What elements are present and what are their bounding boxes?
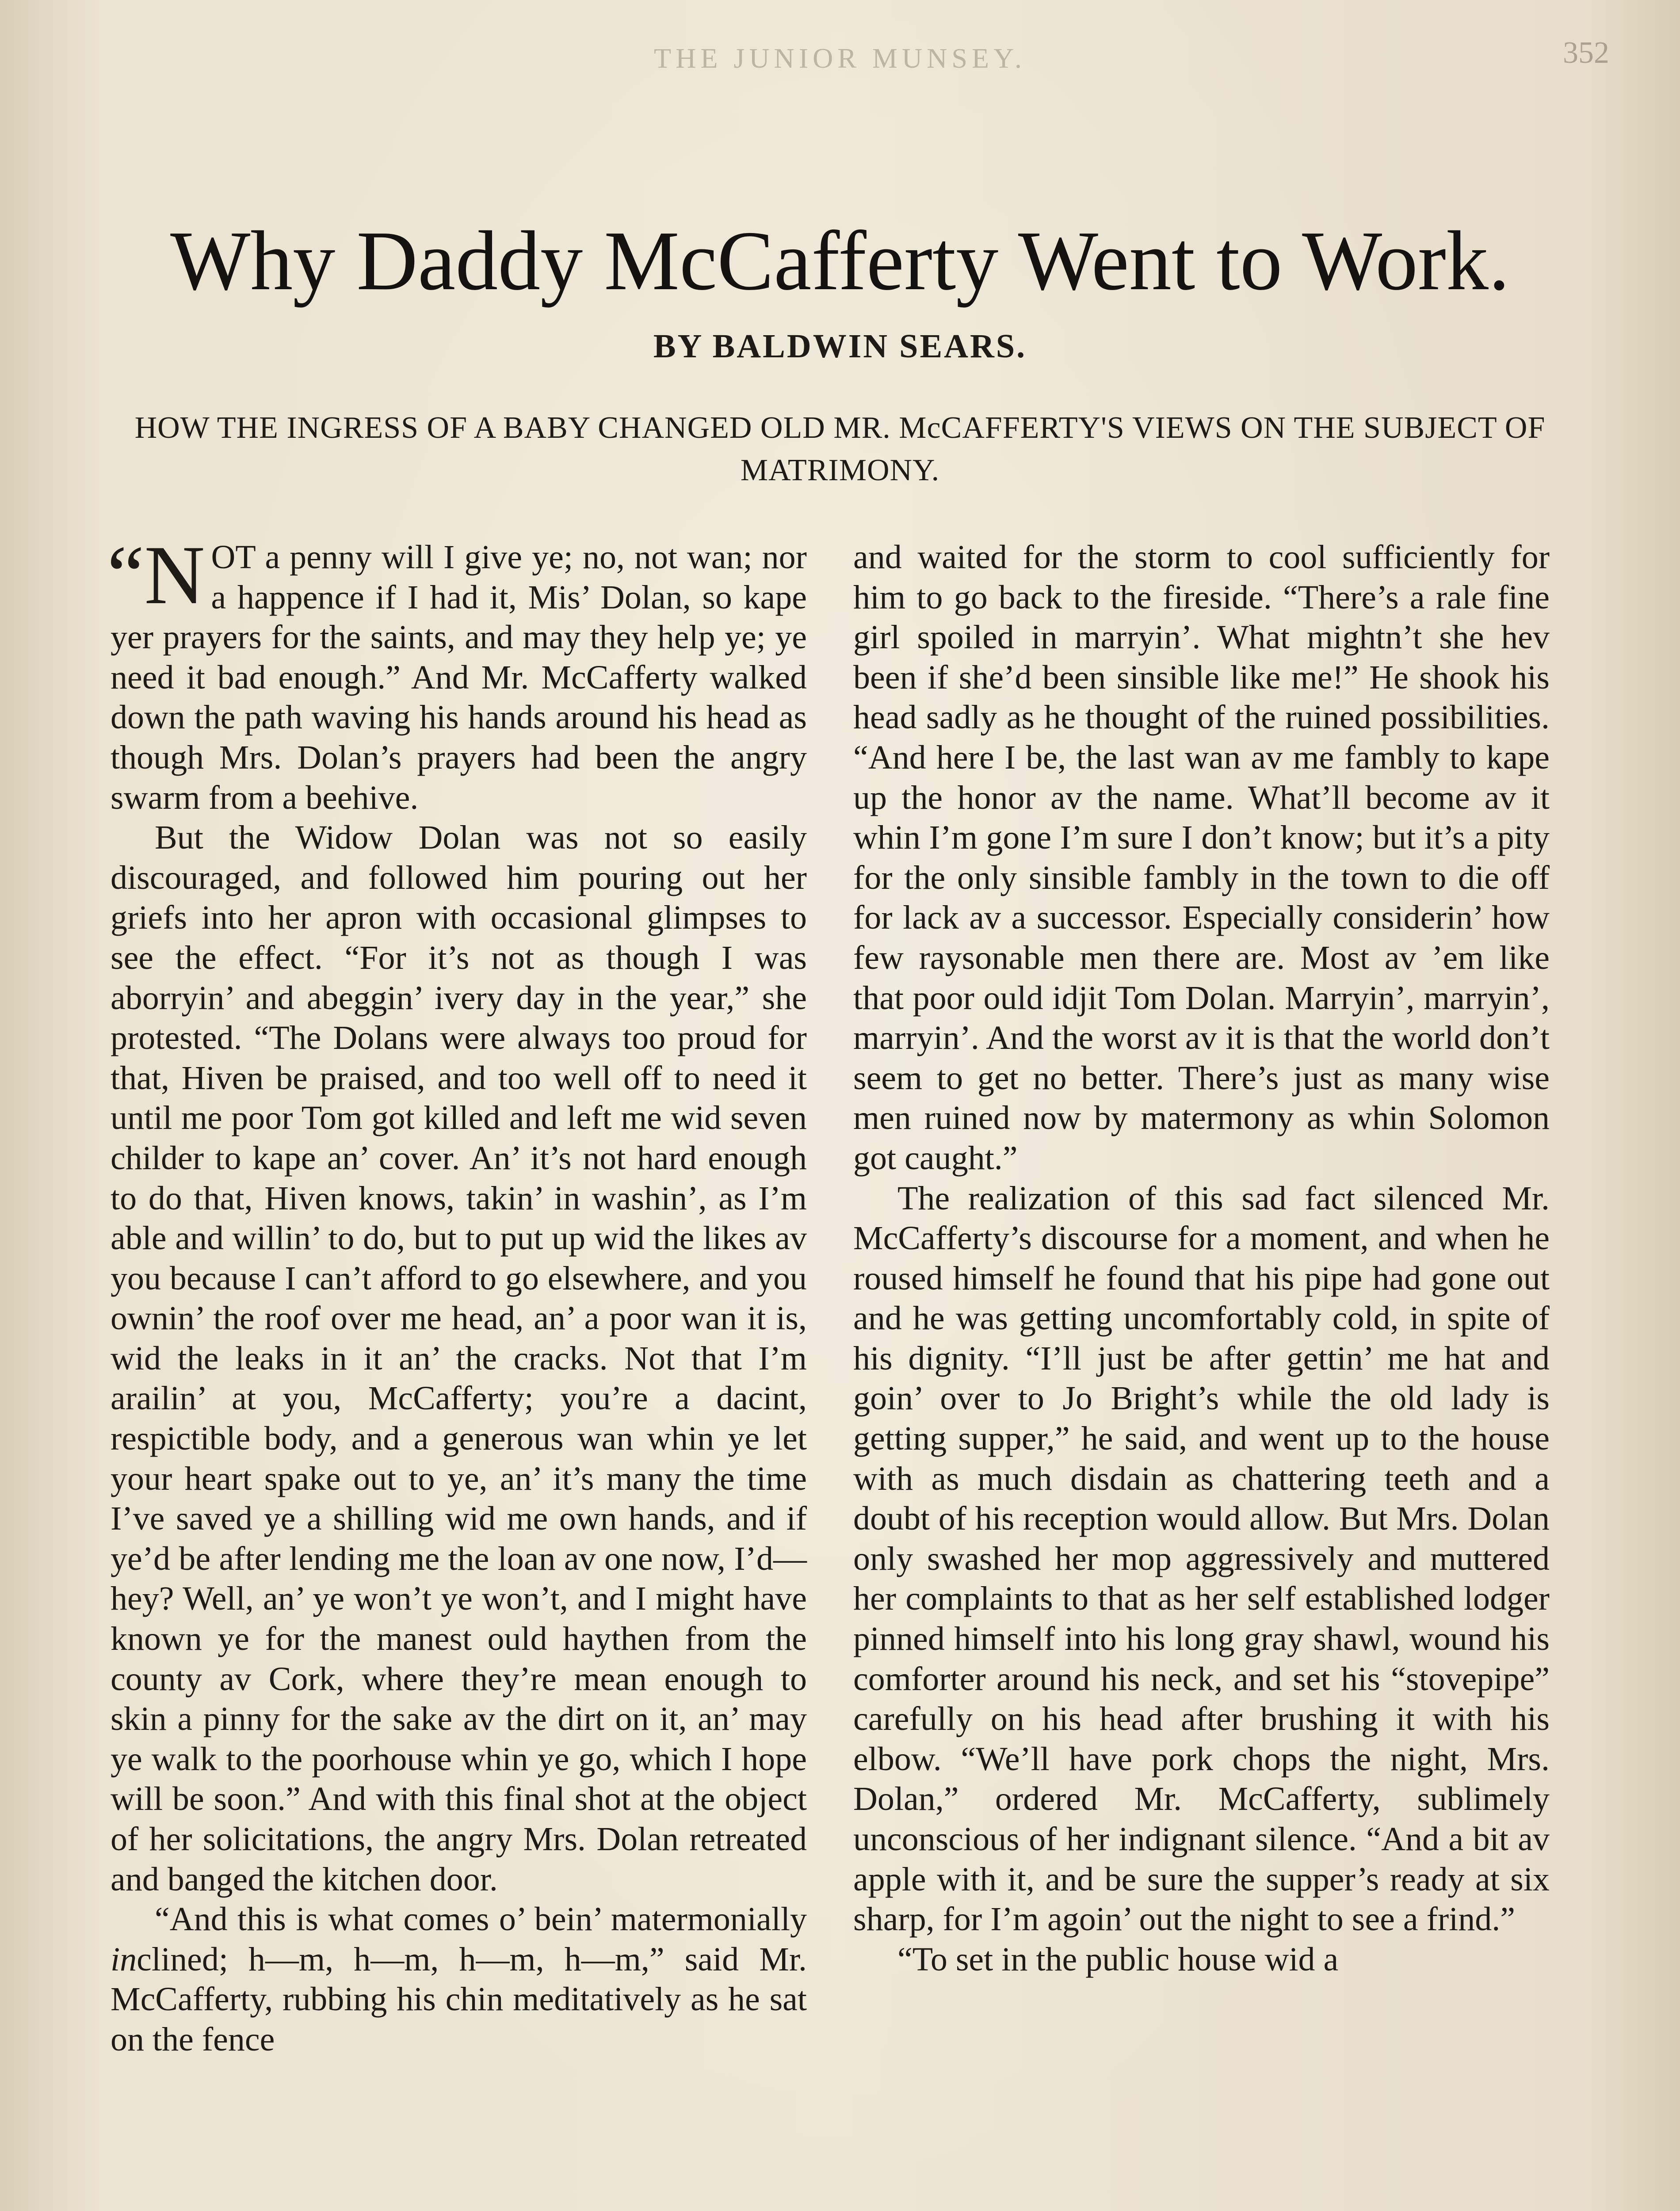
page-number: 352 — [1563, 36, 1609, 70]
emphasis-text: in — [111, 1940, 137, 1978]
right-column — [853, 537, 1550, 1979]
left-column — [107, 529, 807, 2060]
paragraph: The realization of this sad fact silenced Mr. McCafferty’s discourse for a moment, and when he roused himself he found that his pipe had gone out and he was getting uncomfortably cold, in spite of his dignity. “I’ll just be after gettin’ me hat and goin’ over to Jo Bright’s while the old lady is getting supper,” he said, and went up to the house with as much disdain as chattering teeth and a doubt of his reception would allow. But Mrs. Dolan only swashed her mop aggressively and muttered her complaints to that as her self established lodger pinned himself into his long gray shawl, wound his comforter around his neck, and set his “stovepipe” carefully on his head after brushing it with his elbow. “We’ll have pork chops the night, Mrs. Dolan,” ordered Mr. McCafferty, sublimely unconscious of her indignant silence. “And a bit av apple with it, and be sure the supper’s ready at six sharp, for I’m agoin’ out the night to see a frind.” — [853, 1179, 1550, 1938]
paragraph-text: OT a penny will I give ye; no, not wan; nor a happence if I had it, Mis’ Dolan, so kape yer prayers for the saints, and may they help ye; ye need it bad enough.” And Mr. McCafferty walked down the path waving his hands around his head as though Mrs. Dolan’s prayers had been the angry swarm from a beehive. — [111, 539, 807, 816]
paragraph: “To set in the public house wid a — [897, 1940, 1339, 1978]
paragraph — [111, 1899, 807, 2059]
drop-cap: “N — [107, 529, 205, 622]
paragraph-text: “And this is what comes o’ bein’ matermonially — [155, 1901, 807, 1938]
paragraph-text: clined; h—m, h—m, h—m, h—m,” said Mr. McCafferty, rubbing his chin meditatively as he sat on the fence — [111, 1940, 807, 2058]
article-title: Why Daddy McCafferty Went to Work. — [170, 214, 1510, 308]
article-byline: BY BALDWIN SEARS. — [653, 328, 1027, 365]
paragraph — [107, 529, 807, 818]
paragraph: and waited for the storm to cool sufficiently for him to go back to the fireside. “There’s a rale fine girl spoiled in marryin’. What mightn’t she hev been if she’d been sinsible like me!” He shook his head sadly as he thought of the ruined possibilities. “And here I be, the last wan av me fambly to kape up the honor av the name. What’ll become av it whin I’m gone I’m sure I don’t know; but it’s a pity for the only sinsible fambly in the town to die off for lack av a successor. Especially considerin’ how few raysonable men there are. Most av ’em like that poor ould idjit Tom Dolan. Marryin’, marryin’, marryin’. And the worst av it is that the world don’t seem to get no better. There’s just as many wise men ruined now by matermony as whin Solomon got caught.” — [853, 539, 1550, 1177]
running-head: THE JUNIOR MUNSEY. — [654, 42, 1026, 74]
article-subtitle: HOW THE INGRESS OF A BABY CHANGED OLD MR. McCAFFERTY'S VIEWS ON THE SUBJECT OF MATRIMONY. — [134, 411, 1546, 487]
paragraph: But the Widow Dolan was not so easily discouraged, and followed him pouring out her griefs into her apron with occasional glimpses to see the effect. “For it’s not as though I was aborryin’ and abeggin’ ivery day in the year,” she protested. “The Dolans were always too proud for that, Hiven be praised, and too well off to need it until me poor Tom got killed and left me wid seven childer to kape an’ cover. An’ it’s not hard enough to do that, Hiven knows, takin’ in washin’, as I’m able and willin’ to do, but to put up wid the likes av you because I can’t afford to go elsewhere, and you ownin’ the roof over me head, an’ a poor wan it is, wid the leaks in it an’ the cracks. Not that I’m arailin’ at you, McCafferty; you’re a dacint, respictible body, and a generous wan whin ye let your heart spake out to ye, an’ it’s many the time I’ve saved ye a shilling wid me own hands, and if ye’d be after lending me the loan av one now, I’d—hey? Well, an’ ye won’t ye won’t, and I might have known ye for the manest ould haythen from the county av Cork, where they’re mean enough to skin a pinny for the sake av the dirt on it, an’ may ye walk to the poorhouse whin ye go, which I hope will be soon.” And with this final shot at the object of her solicitations, the angry Mrs. Dolan retreated and banged the kitchen door. — [111, 819, 807, 1898]
